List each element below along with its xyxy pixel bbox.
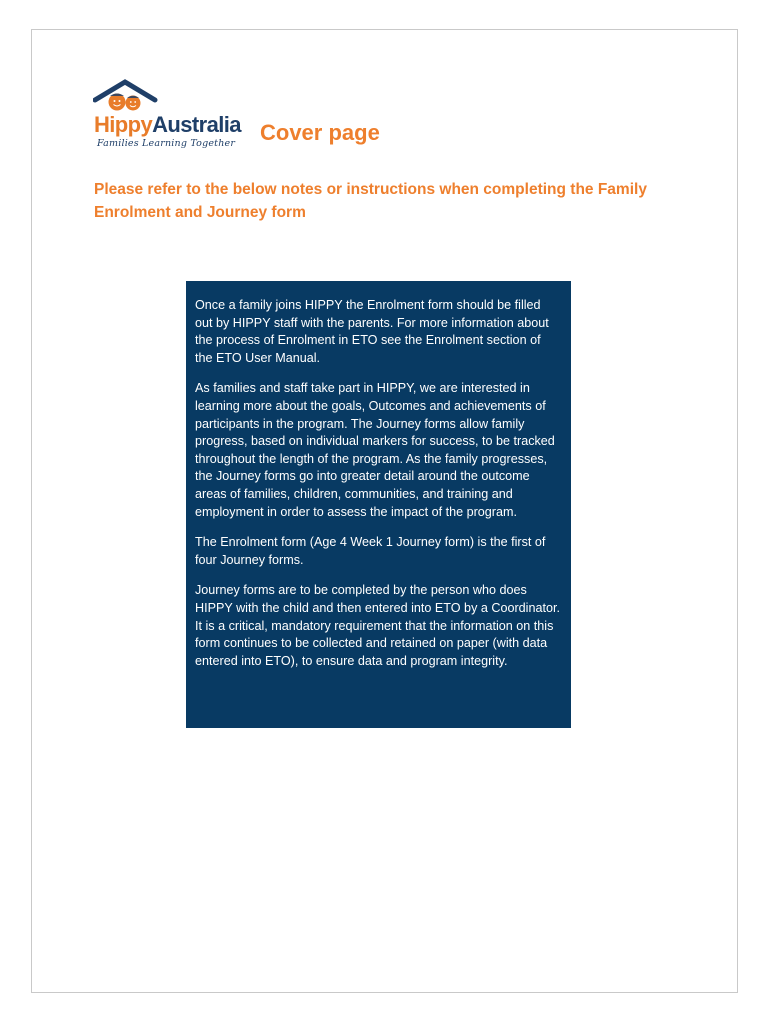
page-title: Cover page [260,120,380,145]
logo-word-australia: Australia [152,112,241,137]
info-paragraph-enrolment: Once a family joins HIPPY the Enrolment form should be filled out by HIPPY staff with the parents. For more information about the process of Enrolment in ETO see the Enrolment section of the ETO User Manual. [195,298,549,365]
logo-tagline: Families Learning Together [97,138,236,149]
logo-house-icon [93,76,239,116]
info-box [186,281,571,728]
logo-word-hippy: Hippy [94,112,153,137]
info-paragraph-requirements: Journey forms are to be completed by the person who does HIPPY with the child and then entered into ETO by a Coordinator. It is a critical, mandatory requirement that the information on this form continues to be collected and retained on paper (with data entered into ETO), to ensure data and program integrity. [195,583,560,668]
info-paragraph-journey-forms: As families and staff take part in HIPPY, we are interested in learning more about the goals, Outcomes and achievements of participants in the program. The Journey forms allow family progress, based on individual markers for success, to be tracked throughout the length of the program. As the family progresses, the Journey forms go into greater detail around the outcome areas of families, children, communities, and training and employment in order to assess the impact of the program. [195,381,555,519]
instructions-heading: Please refer to the below notes or instructions when completing the Family Enrolment and Journey form [94,181,647,221]
logo-wordmark [94,112,241,138]
hippy-australia-logo [93,76,239,156]
info-paragraph-first-form: The Enrolment form (Age 4 Week 1 Journey form) is the first of four Journey forms. [195,535,546,567]
